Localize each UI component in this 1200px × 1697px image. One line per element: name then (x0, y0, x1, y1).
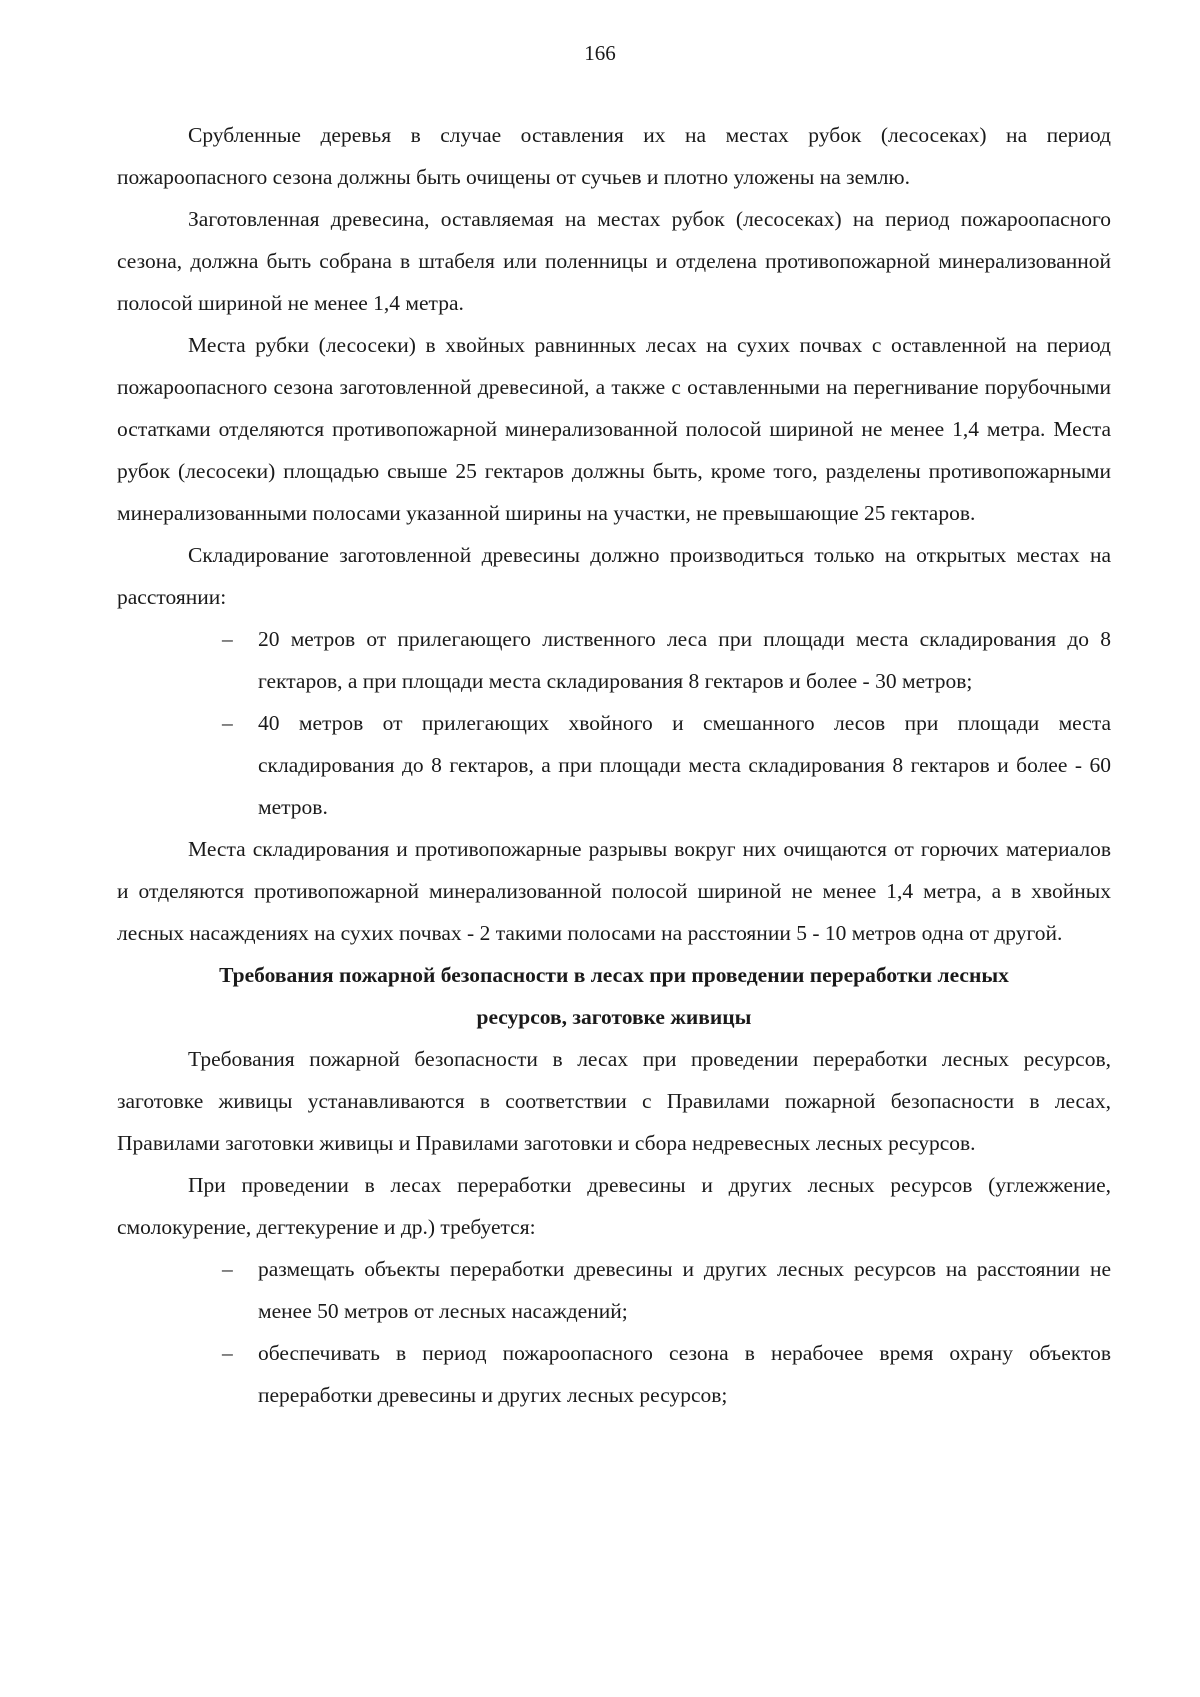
paragraph-processing-requirements: Требования пожарной безопасности в лесах при проведении переработки лесных ресурсов, заготовке живицы устанавливаются в соответствии с Правилами пожарной безопасности в лесах, Правилами заготовки живицы и Правилами заготовки и сбора недревесных лесных ресурсов. (117, 1047, 1111, 1155)
document-body (117, 114, 1111, 1416)
paragraph-wood-storage: Складирование заготовленной древесины должно производиться только на открытых местах на расстоянии: (117, 543, 1111, 609)
list-item-text: обеспечивать в период пожароопасного сезона в нерабочее время охрану объектов переработки древесины и других лесных ресурсов; (258, 1341, 1111, 1407)
paragraph-cutting-sites: Места рубки (лесосеки) в хвойных равнинных лесах на сухих почвах с оставленной на период пожароопасного сезона заготовленной древесиной, а также с оставленными на перегнивание порубочными остатками отделяются противопожарной минерализованной полосой шириной не менее 1,4 метра. Места рубок (лесосеки) площадью свыше 25 гектаров должны быть, кроме того, разделены противопожарными минерализованными полосами указанной ширины на участки, не превышающие 25 гектаров. (117, 333, 1111, 525)
paragraph-felled-trees: Срубленные деревья в случае оставления их на местах рубок (лесосеках) на период пожароопасного сезона должны быть очищены от сучьев и плотно уложены на землю. (117, 123, 1111, 189)
dash-bullet: – (222, 1257, 233, 1281)
list-item-text: 20 метров от прилегающего лиственного леса при площади места складирования до 8 гектаров, а при площади места складирования 8 гектаров и более - 30 метров; (258, 627, 1111, 693)
list-item-text: 40 метров от прилегающих хвойного и смешанного лесов при площади места складирования до 8 гектаров, а при площади места складирования 8 гектаров и более - 60 метров. (258, 711, 1111, 819)
dash-bullet: – (222, 627, 233, 651)
paragraph-storage-places: Места складирования и противопожарные разрывы вокруг них очищаются от горючих материалов и отделяются противопожарной минерализованной полосой шириной не менее 1,4 метра, а в хвойных лесных насаждениях на сухих почвах - 2 такими полосами на расстоянии 5 - 10 метров одна от другой. (117, 837, 1111, 945)
heading-line-1: Требования пожарной безопасности в лесах при проведении переработки лесных (219, 963, 1009, 987)
paragraph-harvested-wood: Заготовленная древесина, оставляемая на местах рубок (лесосеках) на период пожароопасного сезона, должна быть собрана в штабеля или поленницы и отделена противопожарной минерализованной полосой шириной не менее 1,4 метра. (117, 207, 1111, 315)
storage-distance-list (117, 618, 1111, 828)
page-number: 166 (584, 41, 616, 65)
heading-line-2: ресурсов, заготовке живицы (476, 1005, 752, 1029)
list-item (117, 1332, 1111, 1416)
section-heading (117, 954, 1111, 1038)
list-item-text: размещать объекты переработки древесины и других лесных ресурсов на расстоянии не менее 50 метров от лесных насаждений; (258, 1257, 1111, 1323)
list-item (117, 618, 1111, 702)
paragraph-processing-intro: При проведении в лесах переработки древесины и других лесных ресурсов (углежжение, смолокурение, дегтекурение и др.) требуется: (117, 1173, 1111, 1239)
processing-requirements-list (117, 1248, 1111, 1416)
list-item (117, 702, 1111, 828)
list-item (117, 1248, 1111, 1332)
dash-bullet: – (222, 1341, 233, 1365)
dash-bullet: – (222, 711, 233, 735)
